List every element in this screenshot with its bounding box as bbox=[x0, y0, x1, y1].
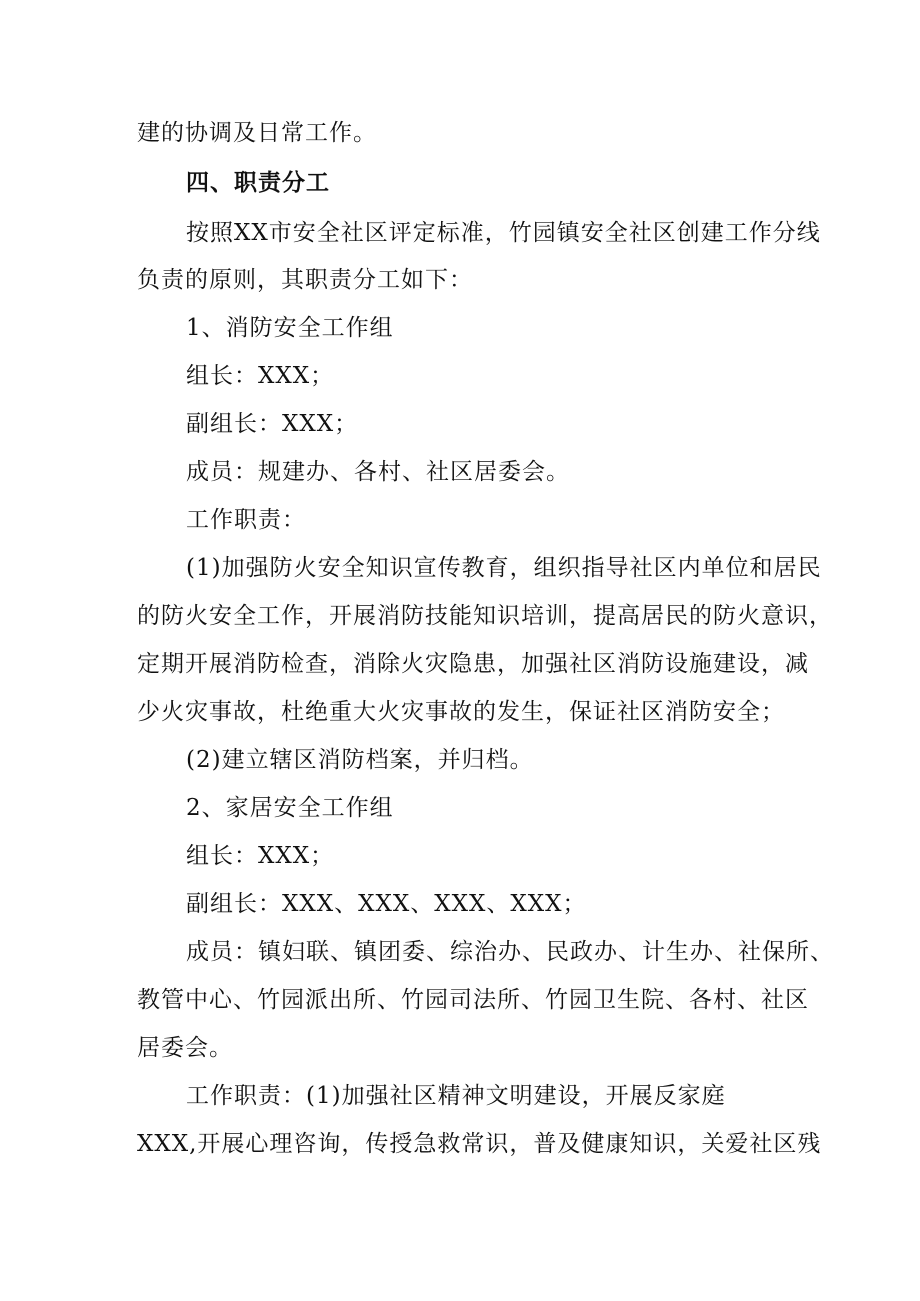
paragraph-line: 的防火安全工作，开展消防技能知识培训，提高居民的防火意识， bbox=[137, 603, 833, 629]
section-heading: 四、职责分工 bbox=[186, 170, 330, 196]
paragraph-line: 教管中心、竹园派出所、竹园司法所、竹园卫生院、各村、社区 bbox=[137, 987, 809, 1013]
paragraph-line: 成员：规建办、各村、社区居委会。 bbox=[186, 459, 570, 485]
paragraph-line: (1)加强防火安全知识宣传教育，组织指导社区内单位和居民 bbox=[186, 555, 822, 581]
paragraph-line: 按照XX市安全社区评定标准，竹园镇安全社区创建工作分线 bbox=[186, 220, 821, 246]
subsection-heading: 2、家居安全工作组 bbox=[186, 795, 394, 821]
paragraph-line: 少火灾事故，杜绝重大火灾事故的发生，保证社区消防安全； bbox=[137, 699, 785, 725]
paragraph-line: 居委会。 bbox=[137, 1035, 233, 1061]
subsection-heading: 1、消防安全工作组 bbox=[186, 315, 394, 341]
paragraph-line: 成员：镇妇联、镇团委、综治办、民政办、计生办、社保所、 bbox=[186, 939, 834, 965]
paragraph-line: 建的协调及日常工作。 bbox=[137, 120, 377, 146]
paragraph-line: 组长：XXX； bbox=[186, 843, 335, 869]
paragraph-line: XXX,开展心理咨询，传授急救常识，普及健康知识，关爱社区残 bbox=[137, 1131, 822, 1157]
paragraph-line: 副组长：XXX； bbox=[186, 411, 359, 437]
paragraph-line: 工作职责： bbox=[186, 507, 306, 533]
paragraph-line: 组长：XXX； bbox=[186, 363, 335, 389]
paragraph-line: 负责的原则，其职责分工如下： bbox=[137, 267, 473, 293]
paragraph-line: 工作职责：(1)加强社区精神文明建设，开展反家庭 bbox=[186, 1083, 726, 1109]
paragraph-line: (2)建立辖区消防档案，并归档。 bbox=[186, 747, 534, 773]
paragraph-line: 副组长：XXX、XXX、XXX、XXX； bbox=[186, 891, 587, 917]
paragraph-line: 定期开展消防检查，消除火灾隐患，加强社区消防设施建设，减 bbox=[137, 651, 809, 677]
